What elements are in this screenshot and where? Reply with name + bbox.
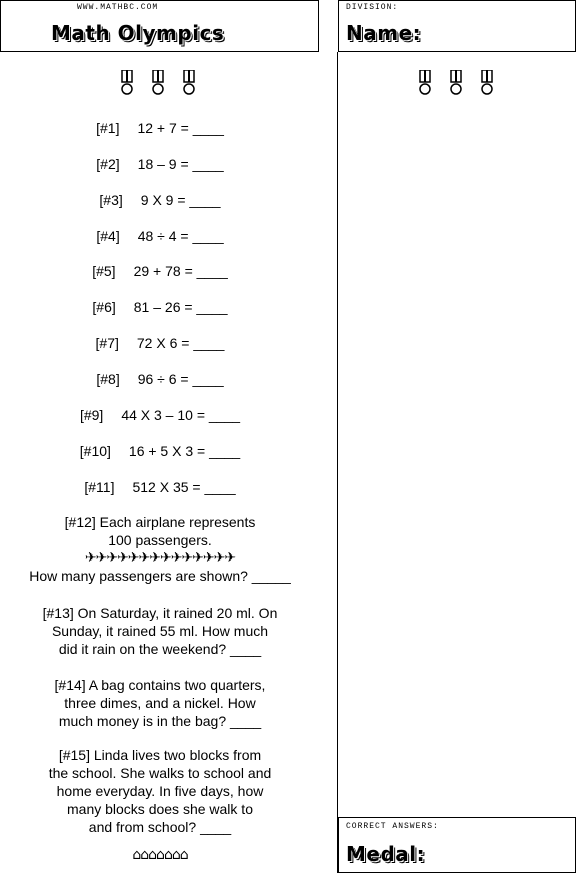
problem-expression: 29 + 78 = ____ bbox=[133, 263, 228, 279]
house-icons: ⌂⌂⌂⌂⌂⌂⌂ bbox=[132, 847, 188, 863]
problem-expression: 9 X 9 = ____ bbox=[140, 192, 221, 208]
problem-3 bbox=[0, 192, 320, 208]
site-url: WWW.MATHBC.COM bbox=[77, 3, 159, 12]
problem-14-line: three dimes, and a nickel. How bbox=[64, 695, 256, 711]
problem-13-line: [#13] On Saturday, it rained 20 ml. On bbox=[42, 605, 278, 621]
problem-1 bbox=[0, 120, 320, 136]
medal-label: Medal: bbox=[346, 842, 426, 866]
problem-expression: 44 X 3 – 10 = ____ bbox=[121, 407, 241, 423]
problem-8 bbox=[0, 371, 320, 387]
problem-expression: 72 X 6 = ____ bbox=[136, 335, 225, 351]
problem-expression: 512 X 35 = ____ bbox=[132, 479, 236, 495]
correct-answers-label: CORRECT ANSWERS: bbox=[346, 822, 439, 831]
problem-15-line: many blocks does she walk to bbox=[67, 801, 253, 817]
problem-number: [#7] bbox=[95, 335, 119, 351]
name-label: Name: bbox=[346, 21, 422, 45]
page-title: Math Olympics bbox=[51, 21, 225, 45]
medal-row-left bbox=[120, 70, 196, 96]
problem-13-line: did it rain on the weekend? ____ bbox=[58, 641, 262, 657]
problem-number: [#1] bbox=[96, 120, 120, 136]
problem-expression: 16 + 5 X 3 = ____ bbox=[128, 443, 241, 459]
problem-12 bbox=[0, 513, 320, 585]
header-left-box bbox=[0, 0, 319, 52]
problem-number: [#11] bbox=[84, 479, 115, 495]
problem-13-line: Sunday, it rained 55 ml. How much bbox=[51, 623, 269, 639]
problem-9 bbox=[0, 407, 320, 423]
footer-right-box bbox=[338, 817, 576, 873]
problem-number: [#3] bbox=[99, 192, 123, 208]
problem-12-line: [#12] Each airplane represents bbox=[64, 514, 256, 530]
problem-number: [#4] bbox=[96, 228, 120, 244]
problem-14-line: [#14] A bag contains two quarters, bbox=[54, 677, 266, 693]
airplane-icons: ✈✈✈✈✈✈✈✈✈✈✈✈✈✈ bbox=[84, 550, 236, 566]
problem-expression: 48 ÷ 4 = ____ bbox=[137, 228, 224, 244]
problem-12-line: How many passengers are shown? _____ bbox=[29, 568, 291, 584]
problem-15-line: [#15] Linda lives two blocks from bbox=[58, 747, 262, 763]
problem-7 bbox=[0, 335, 320, 351]
problem-expression: 96 ÷ 6 = ____ bbox=[137, 371, 224, 387]
problem-expression: 12 + 7 = ____ bbox=[137, 120, 224, 136]
medal-icon bbox=[151, 70, 165, 96]
problem-15-line: and from school? ____ bbox=[88, 819, 232, 835]
problem-15-line: home everyday. In five days, how bbox=[56, 783, 264, 799]
division-label: DIVISION: bbox=[346, 3, 399, 12]
problem-11 bbox=[0, 479, 320, 495]
problem-expression: 81 – 26 = ____ bbox=[133, 299, 228, 315]
problem-5 bbox=[0, 263, 320, 279]
problem-number: [#8] bbox=[96, 371, 120, 387]
problem-2 bbox=[0, 156, 320, 172]
column-divider bbox=[337, 52, 338, 873]
problem-number: [#9] bbox=[79, 407, 104, 423]
problem-number: [#6] bbox=[92, 299, 116, 315]
problem-number: [#2] bbox=[96, 156, 120, 172]
problem-14 bbox=[0, 676, 320, 730]
problem-13 bbox=[0, 604, 320, 658]
medal-icon bbox=[449, 70, 463, 96]
problem-6 bbox=[0, 299, 320, 315]
problem-10 bbox=[0, 443, 320, 459]
problem-15 bbox=[0, 746, 320, 864]
medal-icon bbox=[480, 70, 494, 96]
problem-4 bbox=[0, 228, 320, 244]
medal-row-right bbox=[418, 70, 494, 96]
problem-number: [#5] bbox=[92, 263, 116, 279]
medal-icon bbox=[182, 70, 196, 96]
problem-12-line: 100 passengers. bbox=[108, 532, 212, 548]
problem-15-line: the school. She walks to school and bbox=[48, 765, 272, 781]
problem-expression: 18 – 9 = ____ bbox=[137, 156, 224, 172]
medal-icon bbox=[120, 70, 134, 96]
problem-14-line: much money is in the bag? ____ bbox=[58, 713, 262, 729]
problem-number: [#10] bbox=[79, 443, 111, 459]
medal-icon bbox=[418, 70, 432, 96]
header-right-box bbox=[338, 0, 576, 52]
